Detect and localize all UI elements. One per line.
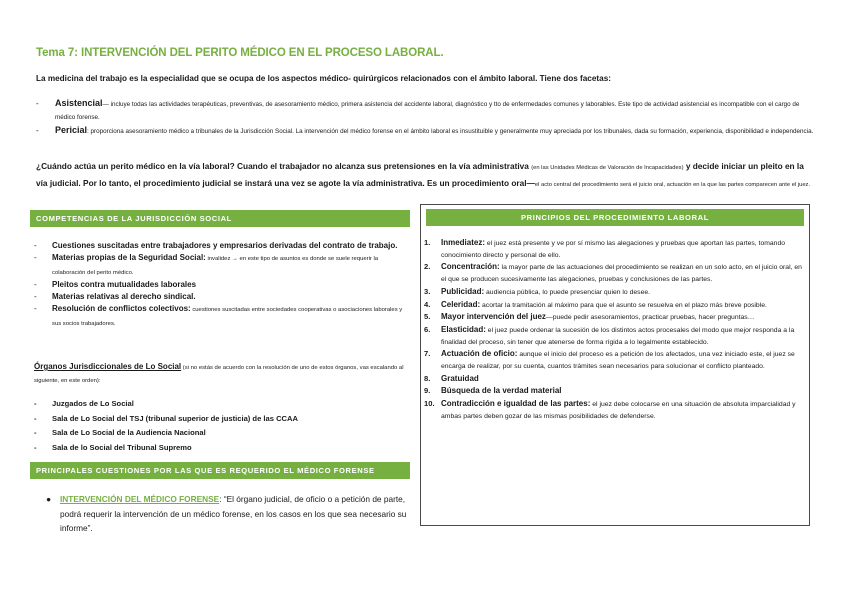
list-item: - Materias relativas al derecho sindical. <box>34 292 196 302</box>
facet-text: : proporciona asesoramiento médico a tribunales de la Jurisdicción Social. La intervención del médico forense en el ámbito laboral es insustituible y generalmente muy apreciada por los tribunales, dada su formación, experiencia, disponibilidad e independencia. <box>87 128 814 135</box>
list-item: 9. Búsqueda de la verdad material <box>424 386 562 396</box>
list-item: 6. Elasticidad: el juez puede ordenar la sucesión de los distintos actos procesales del modo que mejor responda a la finalidad del proceso, sin tener que atenerse de forma rígida a lo legalmente establecido. <box>424 324 795 346</box>
list-item: - Pleitos contra mutualidades laborales <box>34 279 197 289</box>
document-title: Tema 7: INTERVENCIÓN DEL PERITO MÉDICO EN EL PROCESO LABORAL. <box>36 47 444 59</box>
facet-text: — incluye todas las actividades terapéuticas, preventivas, de asesoramiento médico, primera asistencia del accidente laboral, diagnóstico y tto de enfermedades comunes y laborables. Este tipo de actividad asistencial es incompatible con el cargo de médico forense. <box>55 101 800 121</box>
list-item: 1. Inmediatez: el juez está presente y ve por sí mismo las alegaciones y pruebas que aportan las partes, tomando conocimiento directo y personal de ello. <box>424 238 786 259</box>
cuestiones-bullet <box>46 492 410 536</box>
list-item: - Juzgados de Lo Social <box>34 399 134 408</box>
list-dash: - <box>36 126 39 135</box>
list-item: - Materias propias de la Seguridad Social: invalidez → en este tipo de asuntos es donde se suele requerir la colaboración del perito médico. <box>34 253 379 276</box>
principios-header: PRINCIPIOS DEL PROCEDIMIENTO LABORAL <box>426 209 804 226</box>
list-item: 3. Publicidad: audiencia pública, lo puede presenciar quien lo desee. <box>424 286 651 296</box>
list-item: 10. Contradicción e igualdad de las partes: el juez debe colocarse en una situación de absoluta imparcialidad y ambas partes deben gozar de las mismas posibilidades de defenderse. <box>424 399 796 420</box>
organos-title: Órganos Jurisdiccionales de Lo Social <box>34 362 182 371</box>
list-item: - Cuestiones suscitadas entre trabajadores y empresarios derivadas del contrato de trabajo. <box>34 241 398 250</box>
question-note: (en las Unidades Médicas de Valoración de Incapacidades) <box>531 165 684 171</box>
question-text-2: y decide iniciar un pleito en la vía judicial. Por lo tanto, el procedimiento judicial se instará una vez se agote la vía administrativa. Es un procedimiento oral— <box>36 161 804 188</box>
question-note-2: el acto central del procedimiento será el juicio oral, actuación en la que las partes comparecen ante el juez. <box>534 182 811 188</box>
intro-paragraph: La medicina del trabajo es la especialidad que se ocupa de los aspectos médico- quirúrgicos relacionados con el ámbito laboral. Tiene dos facetas: <box>36 74 611 83</box>
list-item: - Resolución de conflictos colectivos: cuestiones suscitadas entre sociedades cooperativas o asociaciones laborales y sus socios trabajadores. <box>34 304 403 327</box>
list-item: 5. Mayor intervención del juez—puede pedir asesoramientos, practicar pruebas, hacer preguntas… <box>424 312 755 322</box>
question-text: ¿Cuándo actúa un perito médico en la vía laboral? Cuando el trabajador no alcanza sus pretensiones en la vía administrativa <box>36 161 529 171</box>
competencias-header: COMPETENCIAS DE LA JURISDICCIÓN SOCIAL <box>30 210 410 227</box>
facet-pericial <box>36 124 816 138</box>
organos-list <box>34 397 410 455</box>
list-dash: - <box>36 99 39 108</box>
competencias-list <box>34 240 410 330</box>
list-item: 4. Celeridad: acortar la tramitación al máximo para que el asunto se resuelva en el plazo más breve posible. <box>424 299 767 309</box>
facet-term: Pericial <box>55 125 88 135</box>
list-item: - Sala de lo Social del Tribunal Supremo <box>34 442 192 452</box>
list-item: - Sala de Lo Social del TSJ (tribunal superior de justicia) de las CCAA <box>34 413 299 423</box>
list-item: - Sala de Lo Social de la Audiencia Nacional <box>34 428 206 437</box>
list-item: 7. Actuación de oficio: aunque el inicio del proceso es a petición de los afectados, una vez iniciado este, el juez se encarga de realizar, por su cuenta, cuantos trámites sean necesarios para solucionar el conflicto planteado. <box>424 349 795 371</box>
facet-asistencial <box>36 97 816 124</box>
organos-heading <box>34 361 410 387</box>
list-item: 8. Gratuidad <box>424 373 479 383</box>
list-item: 2. Concentración: la mayor parte de las actuaciones del procedimiento se realizan en un solo acto, en el juicio oral, en el que se producen sucesivamente las alegaciones, pruebas y conclusiones de las partes. <box>424 262 802 284</box>
cuestiones-text: : “El órgano judicial, de oficio o a petición de parte, podrá requerir la intervención de un médico forense, en los casos en los que sea necesario su informe”. <box>60 494 407 533</box>
bullet-dot: ● <box>46 494 52 504</box>
cuestiones-header: PRINCIPALES CUESTIONES POR LAS QUE ES REQUERIDO EL MÉDICO FORENSE <box>30 462 410 479</box>
organos-note: (si no estás de acuerdo con la resolución de uno de estos órganos, vas escalando al siguiente, en este orden): <box>34 365 404 384</box>
principios-list <box>424 237 808 423</box>
question-paragraph <box>36 159 816 193</box>
forense-link[interactable]: INTERVENCIÓN DEL MÉDICO FORENSE <box>60 494 220 504</box>
facet-term: Asistencial <box>55 98 103 108</box>
